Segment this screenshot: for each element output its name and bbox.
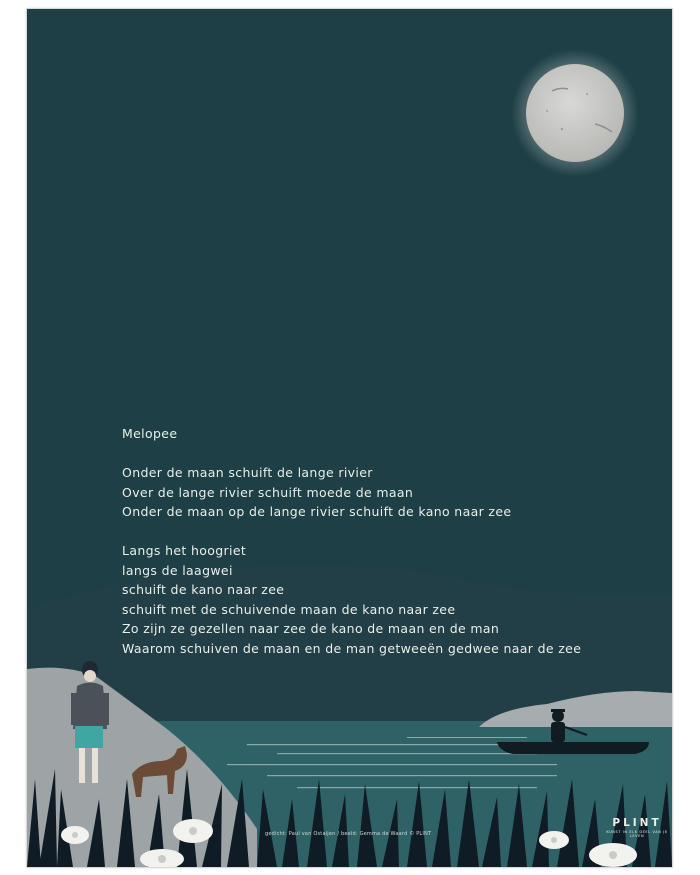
poster [27, 9, 672, 867]
poem-line: Waarom schuiven de maan en de man getweeën gedwee naar de zee [122, 640, 582, 656]
poem-line: Over de lange rivier schuift moede de maan [122, 484, 414, 500]
poem-line: langs de laagwei [122, 562, 233, 578]
brand-wordmark: PLINT [612, 817, 662, 829]
brand-logo [602, 817, 672, 838]
poem-title: Melopee [122, 426, 178, 441]
poem-line: Onder de maan op de lange rivier schuift de kano naar zee [122, 504, 512, 519]
poem-stanza-2 [122, 541, 581, 658]
moon [511, 49, 639, 177]
poem-line: Onder de maan schuift de lange rivier [122, 465, 373, 480]
poster-credit: gedicht: Paul van Ostaijen / beeld: Gemma de Waard © PLINT [265, 831, 432, 837]
poem-line: schuift met de schuivende maan de kano naar zee [122, 601, 456, 617]
poem-line: Langs het hoogriet [122, 543, 247, 558]
brand-tagline: KUNST IN ELK DEEL VAN JE LEVEN [606, 830, 668, 838]
poem-line: schuift de kano naar zee [122, 582, 285, 597]
poem-stanza-1 [122, 463, 581, 522]
poem [122, 424, 581, 678]
poem-line: Zo zijn ze gezellen naar zee de kano de maan en de man [122, 621, 500, 636]
